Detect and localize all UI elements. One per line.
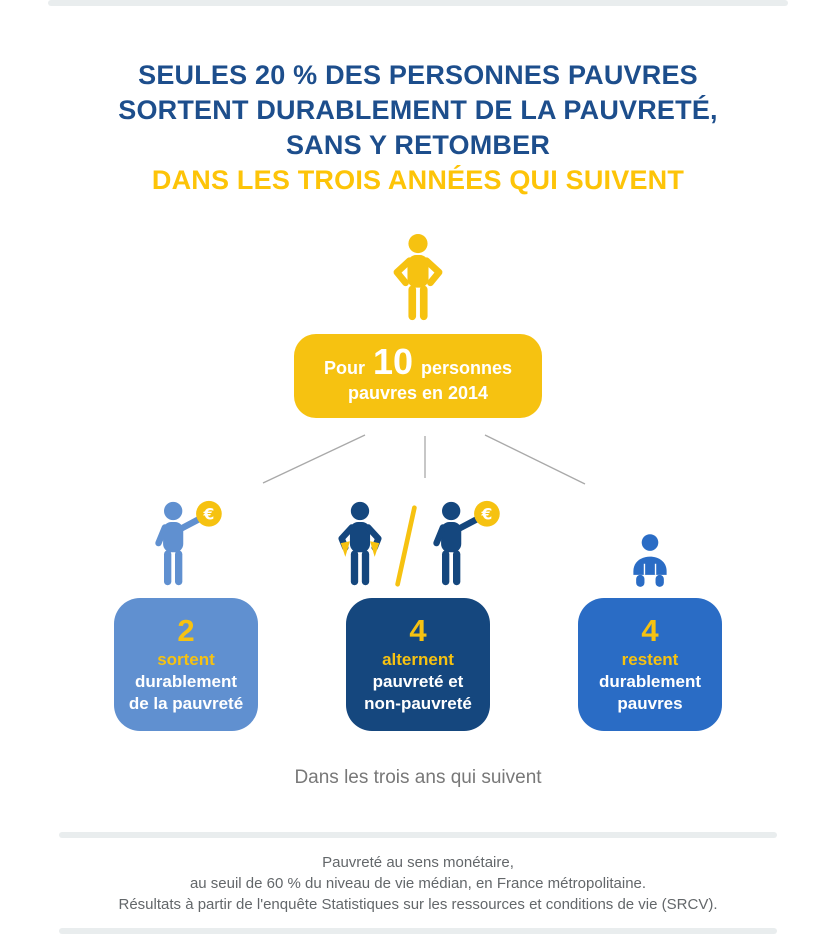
title-line-1: SEULES 20 % DES PERSONNES PAUVRES: [138, 60, 698, 90]
footnote-line: au seuil de 60 % du niveau de vie médian, en France métropolitaine.: [189, 875, 647, 893]
timeframe-caption: Dans les trois ans qui suivent: [294, 767, 542, 789]
branch-box-stay-poor: [578, 598, 722, 731]
branches-row: [0, 498, 836, 731]
branch-text-line: non-pauvreté: [364, 694, 472, 714]
branch-connector-lines: [228, 432, 608, 488]
infographic-title: [0, 58, 836, 198]
empty-pockets-person-slash-person-with-euro-icon: [330, 498, 506, 588]
branch-count: 2: [177, 613, 195, 648]
branch-box-exit-poverty: [114, 598, 258, 731]
branch-highlight-word: restent: [621, 650, 679, 670]
methodology-note: [0, 852, 836, 915]
branch-count: 4: [641, 613, 659, 648]
root-post-label: personnes: [421, 358, 513, 378]
person-holding-euro-coin-svg: [422, 500, 506, 588]
euro-symbol: €: [481, 505, 493, 524]
footnote-line: Pauvreté au sens monétaire,: [322, 854, 514, 872]
title-line-3: SANS Y RETOMBER: [285, 130, 551, 160]
branch-text-line: durablement: [598, 672, 702, 692]
sitting-sad-person-icon: [626, 498, 674, 588]
branch-box-alternate-poverty: [346, 598, 490, 731]
title-line-2: SORTENT DURABLEMENT DE LA PAUVRETÉ,: [118, 95, 718, 125]
bottom-divider: [59, 928, 777, 934]
root-node-line1: [302, 341, 534, 382]
branch-text-line: pauvreté et: [372, 672, 464, 692]
sitting-sad-person-svg: [626, 534, 674, 588]
root-count: 10: [372, 341, 414, 382]
empty-pockets-person-svg: [330, 500, 390, 588]
euro-symbol: €: [203, 505, 215, 524]
person-hands-on-hips-icon: [0, 234, 836, 322]
branch-text-line: durablement: [134, 672, 238, 692]
branch-highlight-word: alternent: [382, 650, 454, 670]
root-pre-label: Pour: [323, 358, 365, 378]
branch-highlight-word: sortent: [157, 650, 215, 670]
footer-top-divider: [59, 832, 777, 838]
person-holding-euro-coin-svg: [144, 500, 228, 588]
branch-stay-poor: [578, 498, 722, 731]
slash-icon: [394, 504, 418, 588]
branch-text-line: de la pauvreté: [128, 694, 244, 714]
person-hands-on-hips-svg: [389, 234, 447, 322]
branch-text-line: pauvres: [617, 694, 683, 714]
branch-exit-poverty: [114, 498, 258, 731]
person-holding-euro-coin-icon: [144, 498, 228, 588]
root-node-box: [294, 334, 542, 418]
branch-count: 4: [409, 613, 427, 648]
footnote-line: Résultats à partir de l'enquête Statistiques sur les ressources et conditions de vie (SRCV).: [118, 896, 718, 914]
branch-alternate-poverty: [346, 498, 493, 731]
title-line-4-highlight: DANS LES TROIS ANNÉES QUI SUIVENT: [151, 165, 685, 195]
root-node-line2: pauvres en 2014: [347, 383, 489, 403]
top-divider: [48, 0, 788, 6]
